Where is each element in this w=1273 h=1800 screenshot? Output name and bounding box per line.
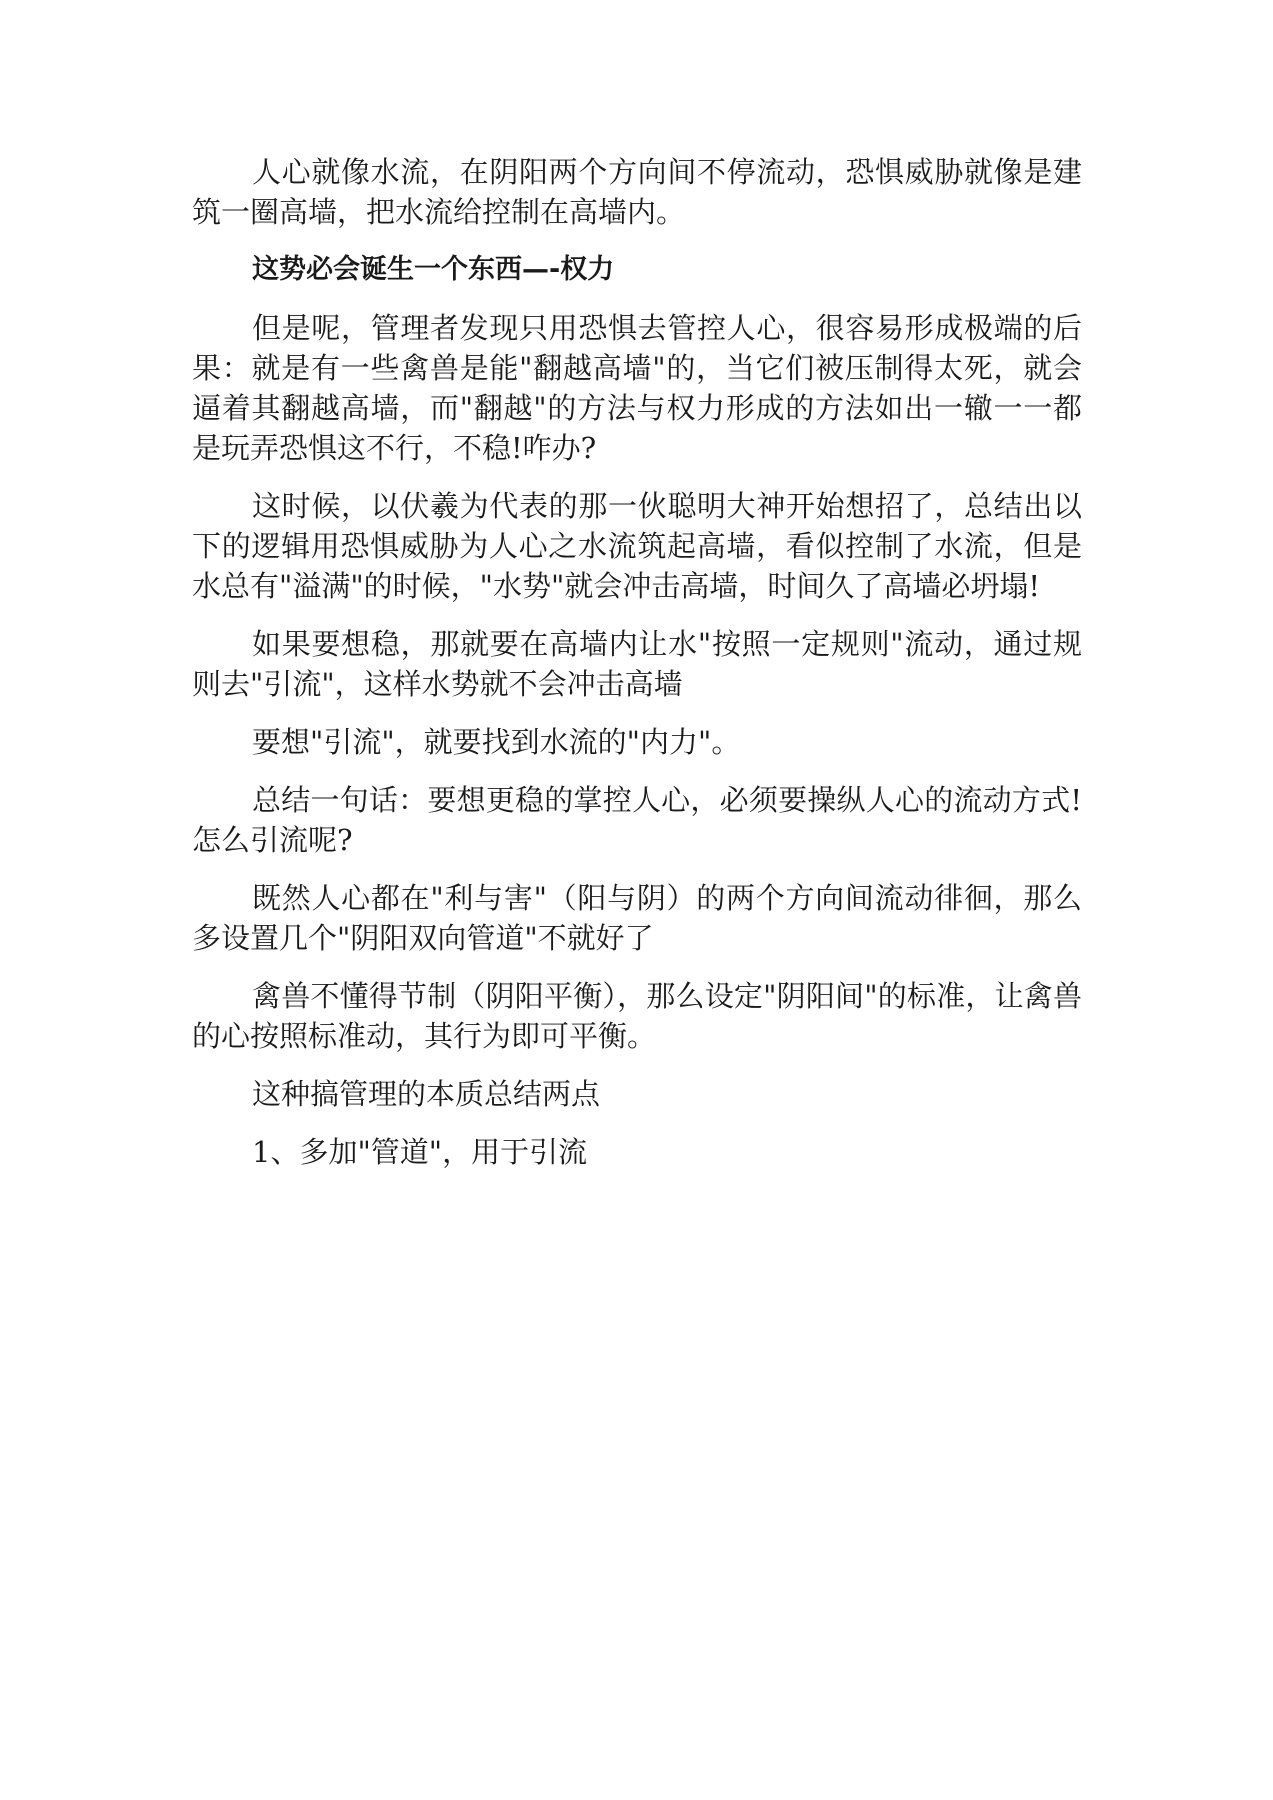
list-item-add-pipes: 1、多加"管道"，用于引流 (252, 1135, 588, 1169)
paragraph-two-way-pipes: 既然人心都在"利与害"（阳与阴）的两个方向间流动徘徊，那么多设置几个"阴阳双向管道"不就好了 (192, 881, 1082, 955)
paragraph-inner-force: 要想"引流"，就要找到水流的"内力"。 (252, 725, 741, 759)
paragraph-summary: 总结一句话：要想更稳的掌控人心，必须要操纵人心的流动方式!怎么引流呢? (192, 783, 1082, 857)
paragraph-fuxi-logic: 这时候，以伏羲为代表的那一伙聪明大神开始想招了，总结出以下的逻辑用恐惧威胁为人心之水流筑起高墙，看似控制了水流，但是水总有"溢满"的时候，"水势"就会冲击高墙，时间久了高墙必坍塌! (192, 489, 1082, 603)
paragraph-water-analogy: 人心就像水流，在阴阳两个方向间不停流动，恐惧威胁就像是建筑一圈高墙，把水流给控制在高墙内。 (192, 155, 1082, 229)
heading-power: 这势必会诞生一个东西—-权力 (252, 254, 615, 285)
paragraph-balance-standard: 禽兽不懂得节制（阴阳平衡），那么设定"阴阳间"的标准，让禽兽的心按照标准动，其行为即可平衡。 (192, 979, 1082, 1053)
paragraph-guide-flow: 如果要想稳，那就要在高墙内让水"按照一定规则"流动，通过规则去"引流"，这样水势就不会冲击高墙 (192, 627, 1082, 701)
document-body (192, 152, 1082, 1190)
paragraph-two-points: 这种搞管理的本质总结两点 (252, 1077, 601, 1111)
paragraph-extreme-consequence: 但是呢，管理者发现只用恐惧去管控人心，很容易形成极端的后果：就是有一些禽兽是能"翻越高墙"的，当它们被压制得太死，就会逼着其翻越高墙，而"翻越"的方法与权力形成的方法如出一辙一一都是玩弄恐惧这不行，不稳!咋办? (192, 311, 1082, 465)
